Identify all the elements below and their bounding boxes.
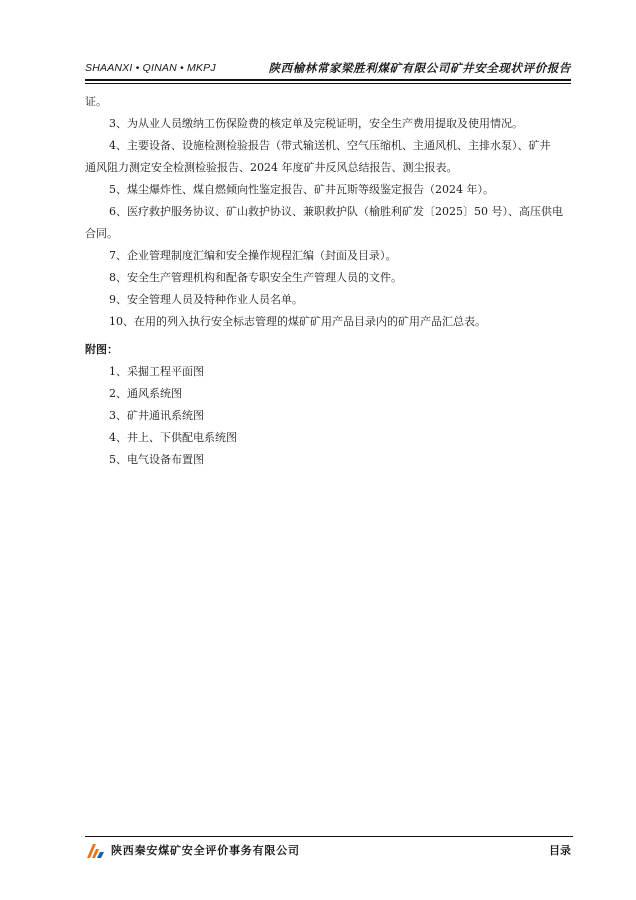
footer-company-name: 陕西秦安煤矿安全评价事务有限公司 [111, 844, 300, 857]
body-line: 10、在用的列入执行安全标志管理的煤矿矿用产品目录内的矿用产品汇总表。 [109, 315, 486, 328]
body-line: 4、主要设备、设施检测检验报告（带式输送机、空气压缩机、主通风机、主排水泵）、矿井 [109, 139, 551, 152]
header-code: SHAANXI • QINAN • MKPJ [85, 62, 216, 74]
figure-item: 5、电气设备布置图 [109, 453, 204, 466]
figures-title: 附图： [85, 343, 118, 356]
body-line: 8、安全生产管理机构和配备专职安全生产管理人员的文件。 [109, 271, 402, 284]
header-rule [85, 79, 571, 81]
header-report-title: 陕西榆林常家梁胜利煤矿有限公司矿井安全现状评价报告 [268, 61, 571, 75]
figure-item: 4、井上、下供配电系统图 [109, 431, 237, 444]
figure-item: 1、采掘工程平面图 [109, 365, 204, 378]
body-line: 通风阻力测定安全检测检验报告、2024 年度矿井反风总结报告、测尘报表。 [85, 161, 458, 174]
figure-item: 3、矿井通讯系统图 [109, 409, 204, 422]
figure-item: 2、通风系统图 [109, 387, 182, 400]
footer-page-label: 目录 [549, 844, 571, 857]
body-line: 7、企业管理制度汇编和安全操作规程汇编（封面及目录）。 [109, 249, 397, 262]
page-header [85, 60, 571, 78]
footer-rule [85, 836, 573, 837]
body-line: 9、安全管理人员及特种作业人员名单。 [109, 293, 303, 306]
body-line: 5、煤尘爆炸性、煤自燃倾向性鉴定报告、矿井瓦斯等级鉴定报告（2024 年）。 [109, 183, 494, 196]
body-line: 6、医疗救护服务协议、矿山救护协议、兼职救护队（榆胜利矿发〔2025〕50 号）、高压供电 [109, 205, 563, 218]
company-logo-icon [85, 841, 105, 859]
body-line: 3、为从业人员缴纳工伤保险费的核定单及完税证明，安全生产费用提取及使用情况。 [109, 117, 523, 130]
document-body [85, 91, 573, 471]
header-rule-thin [85, 83, 571, 84]
body-line: 合同。 [85, 227, 118, 240]
body-line: 证。 [85, 95, 107, 108]
page-footer [85, 840, 573, 860]
